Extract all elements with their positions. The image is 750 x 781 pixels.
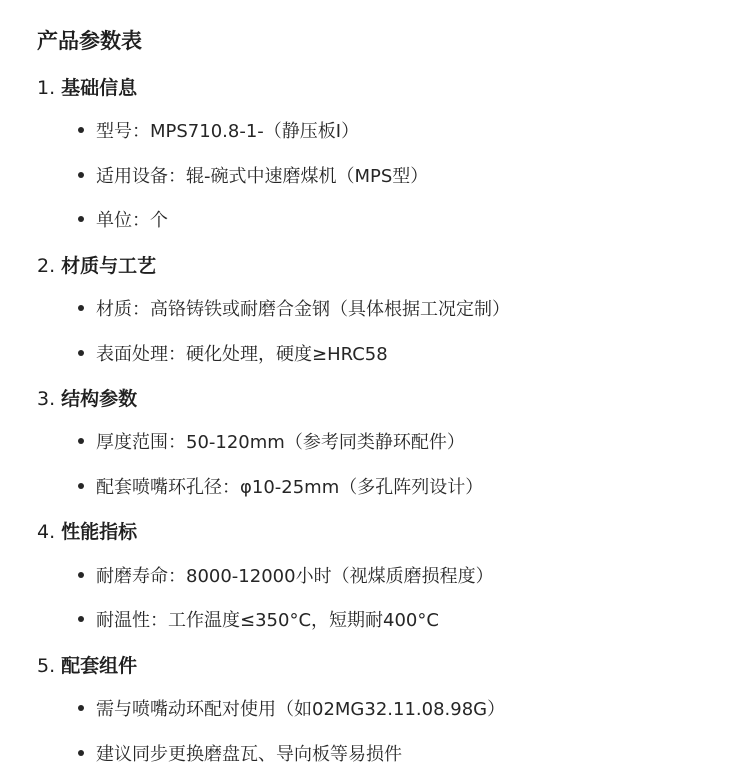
bullet-icon bbox=[78, 616, 84, 622]
bullet-icon bbox=[78, 172, 84, 178]
bullet-icon bbox=[78, 127, 84, 133]
list-item-text: 型号：MPS710.8-1-（静压板Ⅰ） bbox=[96, 121, 360, 142]
bullet-icon bbox=[78, 572, 84, 578]
section-heading-performance bbox=[37, 518, 137, 546]
list-item-surface-treatment bbox=[78, 341, 388, 369]
section-number: 1. bbox=[37, 77, 56, 99]
list-item-wear-life bbox=[78, 563, 494, 591]
section-number: 3. bbox=[37, 388, 56, 410]
section-title: 性能指标 bbox=[61, 521, 138, 543]
bullet-icon bbox=[78, 350, 84, 356]
bullet-icon bbox=[78, 216, 84, 222]
section-heading-basic-info bbox=[37, 74, 137, 102]
list-item-text: 配套喷嘴环孔径：φ10-25mm（多孔阵列设计） bbox=[96, 477, 484, 498]
list-item-equipment bbox=[78, 163, 428, 191]
list-item-text: 材质：高铬铸铁或耐磨合金钢（具体根据工况定制） bbox=[96, 299, 510, 320]
section-title: 材质与工艺 bbox=[61, 255, 157, 277]
section-number: 2. bbox=[37, 255, 56, 277]
section-heading-components bbox=[37, 652, 137, 680]
section-title: 结构参数 bbox=[61, 388, 138, 410]
section-title: 配套组件 bbox=[61, 655, 138, 677]
list-item-text: 需与喷嘴动环配对使用（如02MG32.11.08.98G） bbox=[96, 699, 506, 720]
section-heading-structure bbox=[37, 385, 137, 413]
section-title: 基础信息 bbox=[61, 77, 138, 99]
bullet-icon bbox=[78, 483, 84, 489]
list-item-text: 耐磨寿命：8000-12000小时（视煤质磨损程度） bbox=[96, 566, 494, 587]
list-item-text: 适用设备：辊-碗式中速磨煤机（MPS型） bbox=[96, 166, 429, 187]
list-item-material bbox=[78, 296, 510, 324]
bullet-icon bbox=[78, 750, 84, 756]
bullet-icon bbox=[78, 305, 84, 311]
list-item-text: 单位：个 bbox=[96, 210, 168, 231]
list-item-model bbox=[78, 118, 359, 146]
list-item-thickness bbox=[78, 429, 465, 457]
list-item-pairing bbox=[78, 696, 505, 724]
list-item-unit bbox=[78, 207, 168, 235]
page-title: 产品参数表 bbox=[37, 29, 142, 53]
list-item-text: 建议同步更换磨盘瓦、导向板等易损件 bbox=[96, 744, 402, 765]
list-item-text: 耐温性：工作温度≤350°C，短期耐400°C bbox=[96, 610, 439, 631]
list-item-replacement bbox=[78, 741, 402, 769]
section-number: 4. bbox=[37, 521, 56, 543]
list-item-text: 厚度范围：50-120mm（参考同类静环配件） bbox=[96, 432, 465, 453]
list-item-temperature bbox=[78, 607, 439, 635]
list-item-text: 表面处理：硬化处理，硬度≥HRC58 bbox=[96, 344, 388, 365]
section-heading-material bbox=[37, 252, 156, 280]
bullet-icon bbox=[78, 705, 84, 711]
list-item-nozzle-aperture bbox=[78, 474, 483, 502]
bullet-icon bbox=[78, 438, 84, 444]
section-number: 5. bbox=[37, 655, 56, 677]
